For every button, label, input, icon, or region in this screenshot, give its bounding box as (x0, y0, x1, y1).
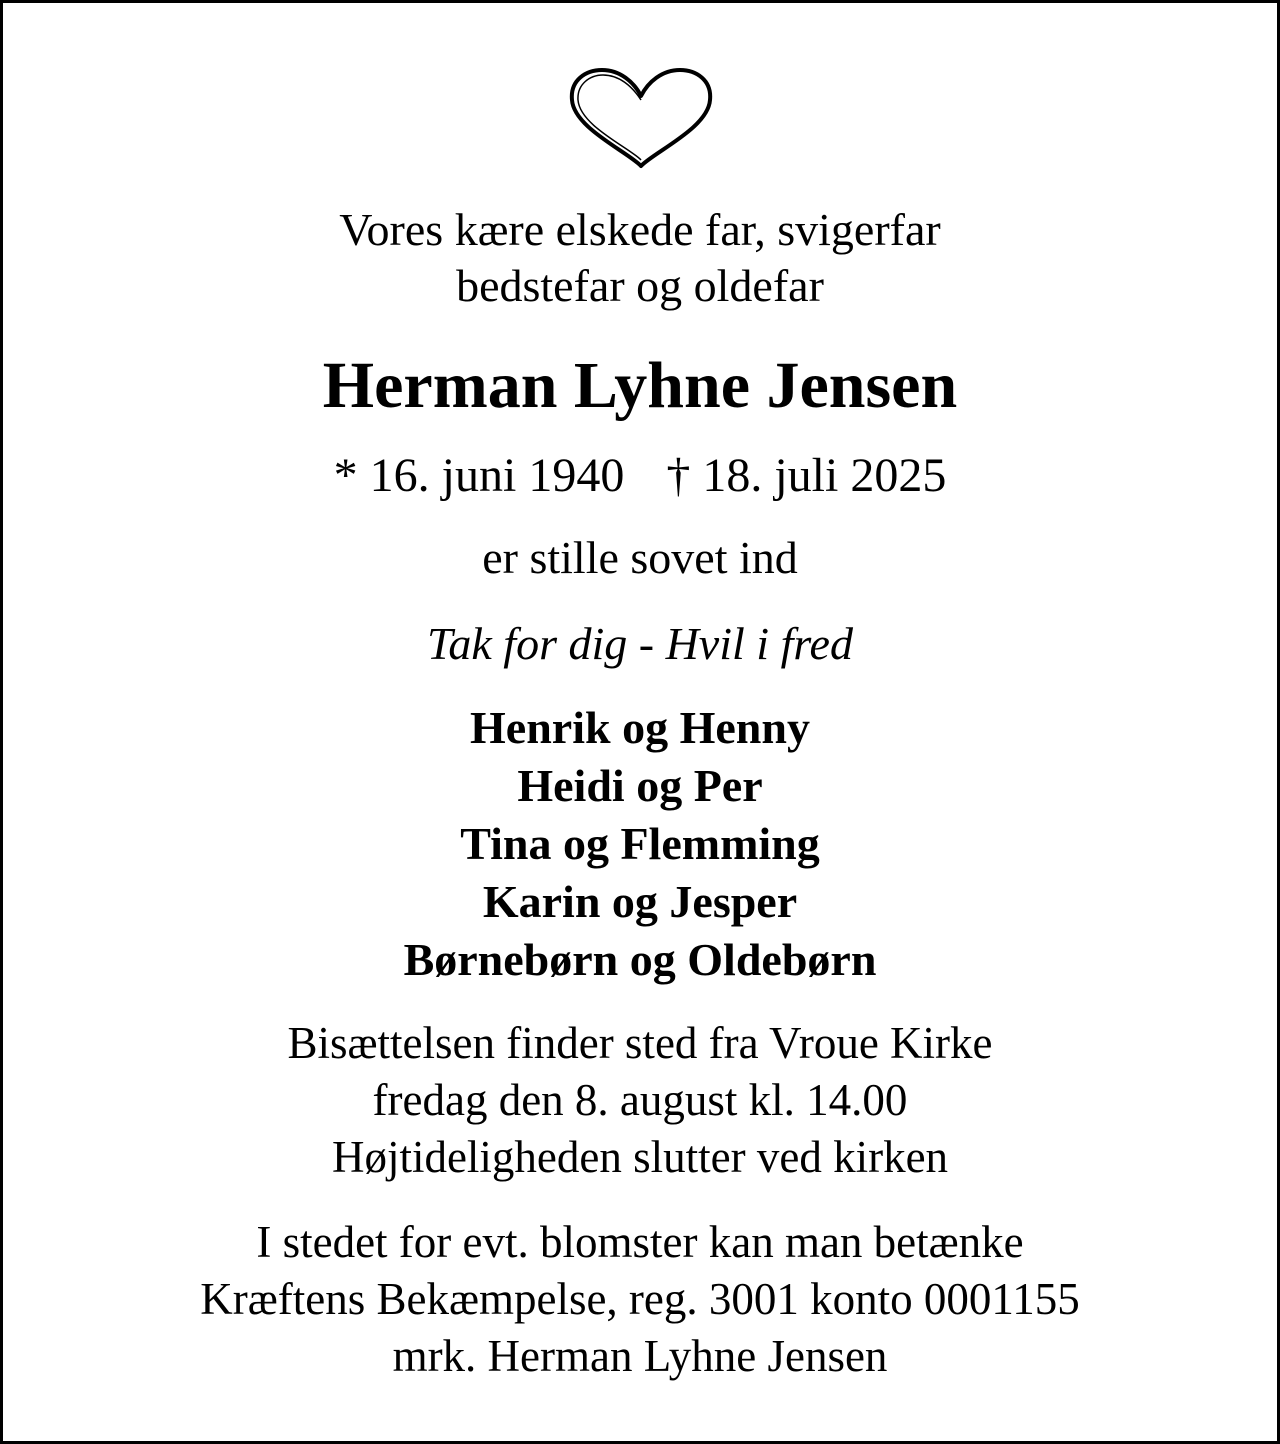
died-symbol: † (666, 449, 691, 502)
donation-info (0, 1214, 1280, 1385)
donation-line: I stedet for evt. blomster kan man betænke (256, 1217, 1024, 1267)
born-date: 16. juni 1940 (369, 449, 625, 502)
family-member: Tina og Flemming (460, 818, 820, 869)
family-list (0, 699, 1280, 989)
life-dates (0, 446, 1280, 506)
family-member: Børnebørn og Oldebørn (403, 934, 877, 985)
service-line: Bisættelsen finder sted fra Vroue Kirke (287, 1018, 993, 1068)
intro-line: bedstefar og oldefar (456, 260, 824, 311)
motto-text: Tak for dig - Hvil i fred (427, 618, 853, 669)
passed-text: er stille sovet ind (482, 532, 798, 583)
family-member: Heidi og Per (517, 760, 763, 811)
service-info (0, 1015, 1280, 1186)
deceased-name: Herman Lyhne Jensen (322, 349, 958, 422)
service-line: Højtideligheden slutter ved kirken (331, 1132, 949, 1182)
family-member: Karin og Jesper (482, 876, 798, 927)
service-line: fredag den 8. august kl. 14.00 (372, 1075, 908, 1125)
heart-icon (568, 66, 714, 170)
family-member: Henrik og Henny (470, 702, 810, 753)
donation-line: mrk. Herman Lyhne Jensen (392, 1331, 888, 1381)
died-date: 18. juli 2025 (702, 449, 947, 502)
intro-line: Vores kære elskede far, svigerfar (339, 204, 941, 255)
intro-text (0, 202, 1280, 314)
born-symbol: * (333, 449, 358, 502)
donation-line: Kræftens Bekæmpelse, reg. 3001 konto 0001155 (200, 1274, 1080, 1324)
